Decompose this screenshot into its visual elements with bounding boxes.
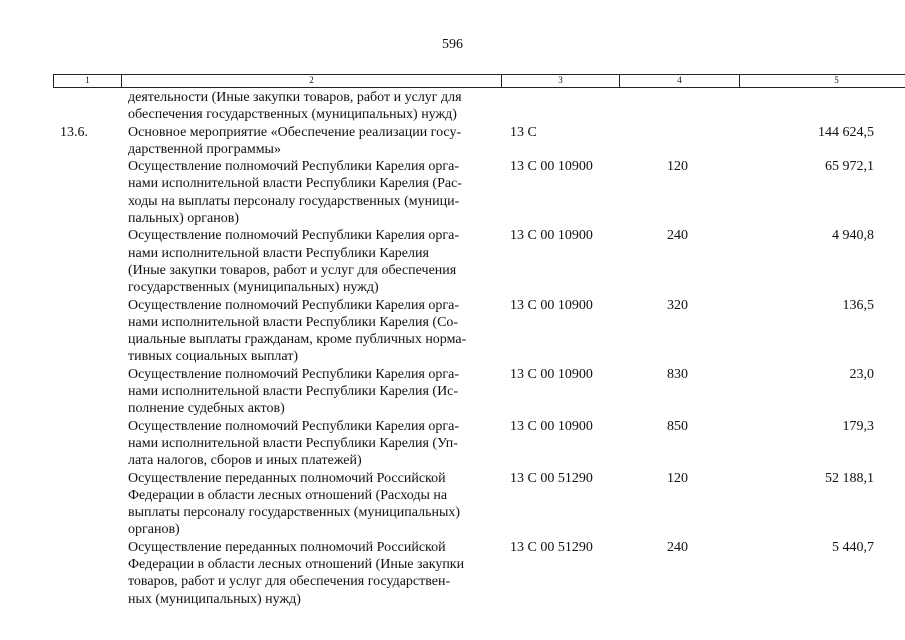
column-header-4: 4 [620,75,740,87]
row-expense-type: 830 [667,366,688,382]
row-amount: 4 940,8 [832,228,874,244]
column-header-5: 5 [834,75,839,85]
row-expense-type: 320 [667,297,688,313]
row-code: 13 С 00 10900 [510,159,593,175]
table-row [53,124,905,159]
description-line: Осуществление переданных полномочий Российской [128,539,446,555]
row-description [128,470,510,539]
row-description [128,418,510,470]
description-line: обеспечения государственных (муниципальных) нужд) [128,107,457,123]
description-line: нами исполнительной власти Республики Карелия (Ис- [128,384,459,400]
row-number [53,539,128,608]
row-expense-type: 120 [667,470,688,486]
row-amount: 144 624,5 [818,124,874,140]
table-row [53,366,905,418]
row-code: 13 С 00 10900 [510,366,593,382]
row-number [53,297,128,366]
row-amount: 65 972,1 [825,159,874,175]
page-number: 596 [442,37,463,52]
description-line: тивных социальных выплат) [128,349,299,365]
row-number [53,366,128,418]
column-header-3: 3 [502,75,620,87]
row-expense-type [640,89,715,124]
description-line: Осуществление полномочий Республики Карелия орга- [128,159,460,175]
row-expense-type: 240 [667,228,688,244]
row-description [128,124,510,159]
budget-table-body [53,89,905,608]
row-amount [715,89,874,124]
description-line: нами исполнительной власти Республики Карелия (Рас- [128,176,462,192]
description-line: лата налогов, сборов и иных платежей) [128,453,362,469]
column-header-2: 2 [122,75,502,87]
row-code: 13 С 00 51290 [510,470,593,486]
description-line: Осуществление полномочий Республики Карелия орга- [128,366,460,382]
row-expense-type: 850 [667,418,688,434]
description-line: дарственной программы» [128,141,281,157]
row-code: 13 С 00 10900 [510,228,593,244]
row-code: 13 С 00 10900 [510,418,593,434]
row-description [128,366,510,418]
description-line: органов) [128,522,180,538]
description-line: (Иные закупки товаров, работ и услуг для обеспечения [128,262,457,278]
row-number: 13.6. [60,124,88,140]
description-line: нами исполнительной власти Республики Карелия (Со- [128,314,459,330]
table-row [53,470,905,539]
row-description [128,297,510,366]
row-amount: 23,0 [849,366,874,382]
row-description [128,158,510,227]
description-line: Осуществление полномочий Республики Карелия орга- [128,297,460,313]
description-line: ходы на выплаты персоналу государственных (муници- [128,193,460,209]
description-line: Федерации в области лесных отношений (Расходы на [128,487,448,503]
row-description [128,227,510,296]
description-line: деятельности (Иные закупки товаров, работ и услуг для [128,90,462,105]
row-number [53,418,128,470]
table-row [53,297,905,366]
description-line: товаров, работ и услуг для обеспечения государствен- [128,574,451,590]
table-header-row [53,74,905,88]
description-line: полнение судебных актов) [128,401,285,417]
description-line: государственных (муниципальных) нужд) [128,280,379,296]
table-row [53,89,905,124]
row-amount: 5 440,7 [832,539,874,555]
row-number [53,227,128,296]
row-amount: 179,3 [842,418,874,434]
column-header-1: 1 [54,75,122,87]
table-row [53,539,905,608]
description-line: пальных) органов) [128,211,239,227]
description-line: Осуществление полномочий Республики Карелия орга- [128,228,460,244]
row-code: 13 С 00 51290 [510,539,593,555]
row-code: 13 С 00 10900 [510,297,593,313]
table-row [53,418,905,470]
row-code [510,89,640,124]
row-number [53,158,128,227]
row-amount: 52 188,1 [825,470,874,486]
description-line: Осуществление переданных полномочий Российской [128,470,446,486]
description-line: нами исполнительной власти Республики Карелия [128,245,429,261]
table-row [53,158,905,227]
row-number [53,89,128,124]
description-line: выплаты персоналу государственных (муниципальных) [128,505,461,521]
description-line: Осуществление полномочий Республики Карелия орга- [128,418,460,434]
table-row [53,227,905,296]
row-amount: 136,5 [842,297,874,313]
row-description [128,539,510,608]
row-expense-type [640,124,715,159]
row-description [128,89,510,124]
description-line: ных (муниципальных) нужд) [128,591,301,607]
row-expense-type: 120 [667,159,688,175]
row-code: 13 С [510,124,537,140]
description-line: циальные выплаты гражданам, кроме публичных норма- [128,332,467,348]
row-expense-type: 240 [667,539,688,555]
row-number [53,470,128,539]
description-line: Основное мероприятие «Обеспечение реализации госу- [128,124,462,140]
description-line: Федерации в области лесных отношений (Иные закупки [128,557,465,573]
description-line: нами исполнительной власти Республики Карелия (Уп- [128,435,458,451]
